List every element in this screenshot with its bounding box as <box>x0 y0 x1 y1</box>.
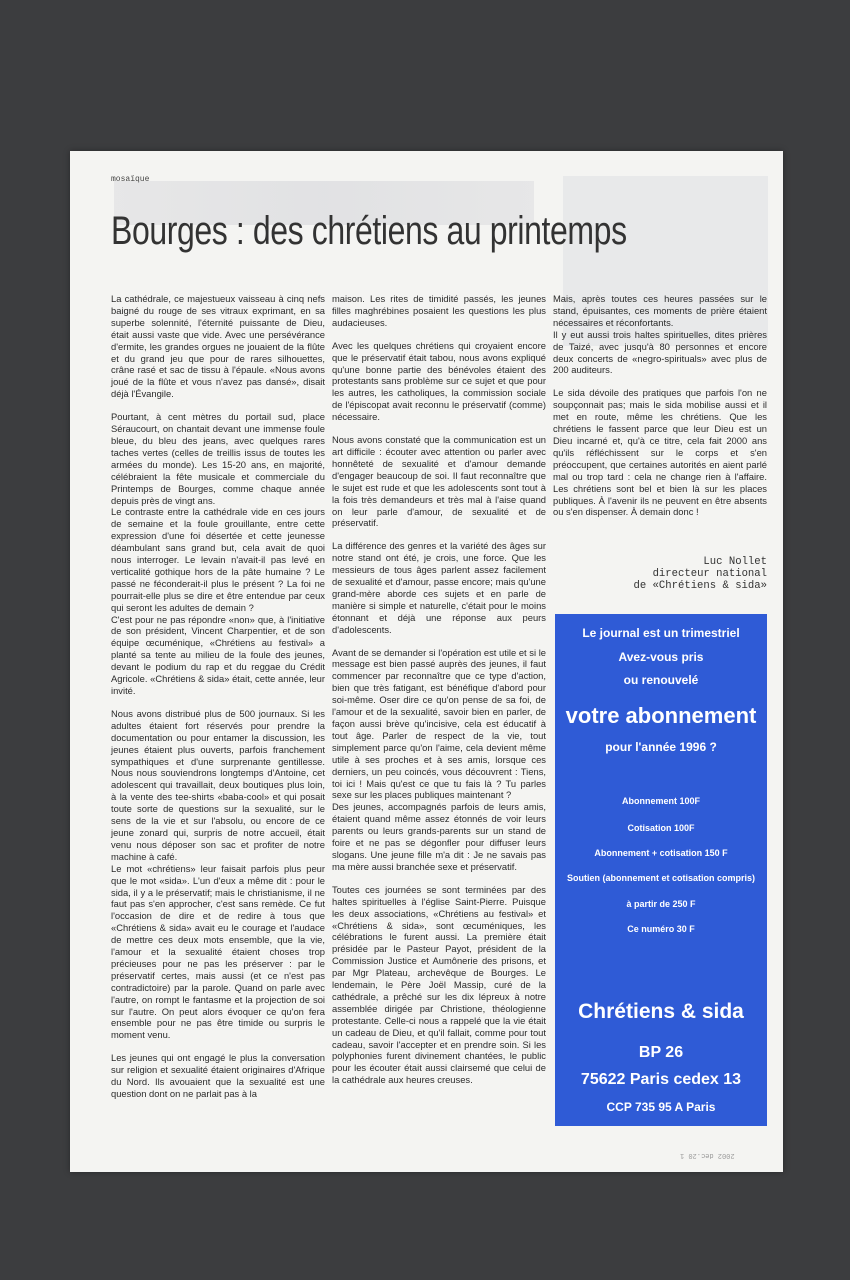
article-column-2 <box>332 293 546 1097</box>
footer-code: 2002 dec.20 1 <box>680 1151 735 1159</box>
ad-po-box: BP 26 <box>638 1044 684 1061</box>
paragraph: La cathédrale, ce majestueux vaisseau à cinq nefs baigné du rouge de ses vitraux exprimant, en sa superbe solennité, l'éternité puissante de Dieu, était aussi vaste que vide. Avec une persévérance d'ermite, les grandes orgues ne jouaient de la flûte et du grand jeu que pour de rares silhouettes, crâne rasé et sac de tissu à l'épaule. «Nous avons joué de la flûte et vous n'avez pas dansé», disait déjà l'Évangile. <box>111 293 325 400</box>
ad-price-line: Abonnement + cotisation 150 F <box>594 848 728 858</box>
ad-price-line: Abonnement 100F <box>621 796 700 806</box>
paragraph: Des jeunes, accompagnés parfois de leurs amis, étaient quand même assez étonnés de voir leurs parents ou leurs grands-parents sur un stand de foire et ne pas se dégonfler pour diffuser leurs slogans. Une jeune fille m'a dit : Je ne savais pas ma mère aussi branchée sexe et préservatif. <box>332 801 546 872</box>
paragraph: Le mot «chrétiens» leur faisait parfois plus peur que le mot «sida». L'un d'eux a même dit : pour le sida, il y a le préservatif; mais le christianisme, il ne faut pas s'en approcher, c'est sans remède. Ce fut l'occasion de dire et de redire à tous que «Chrétiens & sida» avait eu le courage et l'audace de mettre ces deux mots ensemble, que la vie, l'amour et la sexualité étaient choses trop précieuses pour ne pas les préserver : par le préservatif certes, mais aussi (et ce n'est pas contradictoire) par la parole. Quand on parle avec l'autre, on rompt le fantasme et la projection de soi sur l'autre. On peut alors évoquer ce qu'on fera ensemble pour ne pas être timide ou surpris le moment venu. <box>111 862 325 1041</box>
article-column-1 <box>111 293 325 1111</box>
subscription-ad <box>555 614 767 1126</box>
signature-role: directeur national <box>652 568 767 580</box>
ad-price-line: à partir de 250 F <box>626 899 696 909</box>
ad-org-name: Chrétiens & sida <box>578 1000 744 1023</box>
paragraph: Mais, après toutes ces heures passées sur le stand, épuisantes, ces moments de prière étaient nécessaires et réconfortants. <box>553 293 767 328</box>
signature-org: de «Chrétiens & sida» <box>633 580 767 592</box>
paragraph: Les jeunes qui ont engagé le plus la conversation sur religion et sexualité étaient originaires d'Afrique du Nord. Ils avouaient que la sexualité est une question dont on ne parlait pas à la <box>111 1052 325 1099</box>
ad-price-line: Ce numéro 30 F <box>627 924 695 934</box>
ad-price-line: Soutien (abonnement et cotisation compris) <box>566 873 755 883</box>
ad-ccp: CCP 735 95 A Paris <box>606 1100 716 1114</box>
paragraph: maison. Les rites de timidité passés, les jeunes filles maghrébines posaient les questions les plus audacieuses. <box>332 293 546 328</box>
ad-line-3: ou renouvelé <box>623 673 699 687</box>
paragraph: C'est pour ne pas répondre «non» que, à l'initiative de son président, Vincent Charpentier, et de son équipe œcuménique, «Chrétiens au festival» a planté sa tente au milieu de la foule des jeunes, devant le podium du rap et du reggae du Crédit Agricole. «Chrétiens & sida» était, cette année, leur invité. <box>111 613 325 696</box>
ad-line-2: Avez-vous pris <box>618 650 704 664</box>
paragraph: Nous avons distribué plus de 500 journaux. Si les adultes étaient fort réservés pour prendre la documentation ou pour entamer la discussion, les jeunes étaient plus ouverts, parfois franchement sympathiques et d'une surprenante gentillesse. Nous nous souviendrons longtemps d'Antoine, cet adolescent qui travaillait, deux boutiques plus loin, à la vente des tee-shirts «baba-cool» et qui posait toute sorte de questions sur la sexualité, sur le sens de la vie et sur l'absolu, ou encore de ce jeune zonard qui, surpris de notre accueil, était venu nous déposer son sac et profiter de notre machine à café. <box>111 707 325 862</box>
paragraph: Il y eut aussi trois haltes spirituelles, dites prières de Taizé, avec jusqu'à 80 personnes et encore deux concerts de «negro-spirituals» avec plus de 200 auditeurs. <box>553 328 767 376</box>
ad-line-1: Le journal est un trimestriel <box>582 626 740 640</box>
section-label: mosaïque <box>111 175 150 184</box>
newspaper-page <box>70 151 783 1172</box>
paragraph: Le sida dévoile des pratiques que parfois l'on ne soupçonnait pas; mais le sida mobilise aussi et il met en route, même les chrétiens. Que les chrétiens le fassent parce que leur Dieu est un Dieu incarné et, qu'à ce titre, cela fait 2000 ans qu'ils réfléchissent sur le corps et s'en préoccupent, que certaines autorités en aient parlé mal ou trop tard : cela ne change rien à l'affaire. Les chrétiens sont bel et bien là sur les places publiques. À l'avenir ils ne peuvent en être absents ou s'en dispenser. À demain donc ! <box>553 387 767 518</box>
ad-headline: votre abonnement <box>565 703 757 728</box>
paragraph: Nous avons constaté que la communication est un art difficile : écouter avec attention ou parler avec honnêteté de sexualité et d'amour demande d'engager beaucoup de soi. Il faut reconnaître que le sujet est rude et que les adolescents sont tout à la fois très demandeurs et très mal à l'aise quand on leur parle d'amour, de sexualité et de préservatif. <box>332 434 546 529</box>
paragraph: Pourtant, à cent mètres du portail sud, place Séraucourt, on chantait devant une immense foule bleue, du bleu des jeans, avec quelques rares taches vertes (celles de treillis issus de toutes les armées du monde). Les 15-20 ans, en majorité, célébraient la fête musicale et commerciale du Printemps de Bourges, comme chaque année depuis près de vingt ans. <box>111 411 325 506</box>
article-column-3 <box>553 293 767 529</box>
ad-year-line: pour l'année 1996 ? <box>605 740 717 754</box>
article-title: Bourges : des chrétiens au printemps <box>111 209 627 253</box>
ad-city: 75622 Paris cedex 13 <box>580 1071 742 1088</box>
paragraph: Avant de se demander si l'opération est utile et si le message est bien passé auprès des jeunes, il faut commencer par reconnaître que ce type d'action, bien que très fatigant, est bénéfique d'abord pour soi-même. Oser dire ce qu'on pense de sa foi, de l'amour et de la sexualité, savoir bien en parler, de façon aussi brève qu'incisive, cela est éducatif à tout âge. Parler de respect de la vie, tout simplement parce qu'on l'aime, cela devient même utile à ses proches et à ses amis, lorsque ces derniers, un peu coincés, vous découvrent : Tiens, toi ici ! Mais qu'est ce que tu fais là ? Tu parles sexe sur les places publiques maintenant ? <box>332 646 546 801</box>
signature <box>553 556 767 592</box>
paragraph: Le contraste entre la cathédrale vide en ces jours de semaine et la foule grouillante, entre cette expression d'une foi désertée et cette jeunesse déambulant sans grand but, cela avait de quoi nous interroger. Le levain n'avait-il pas levé en verticalité gothique hors de la pâte humaine ? Le passé ne féconderait-il plus le présent ? La foi ne pourrait-elle plus se dire et être entendue par ceux qui seront les adultes de demain ? <box>111 506 325 613</box>
signature-name: Luc Nollet <box>703 556 767 568</box>
paragraph: Toutes ces journées se sont terminées par des haltes spirituelles à l'église Saint-Pierre. Puisque les deux associations, «Chrétiens au festival» et «Chrétiens & sida», sont œcuméniques, les célébrations le furent aussi. La première était présidée par le Pasteur Payot, président de la Commission Justice et Aumônerie des prisons, et par Mgr Plateau, archevêque de Bourges. Le lendemain, le Père Joël Massip, curé de la cathédrale, a prêché sur les dix lépreux à notre assemblée dirigée par Christione, théologienne protestante. Celle-ci nous a rappelé que la vie était un cadeau de Dieu, et qu'il fallait, comme pour tout cadeau, savoir l'accepter et en prendre soin. Si les polyphonies furent divinement chantées, le public pour les écouter était aussi clairsemé que celui de la cathédrale aux heures creuses. <box>332 883 546 1086</box>
ad-price-line: Cotisation 100F <box>627 823 695 833</box>
paragraph: Avec les quelques chrétiens qui croyaient encore que le préservatif était tabou, nous avons expliqué qu'une bonne partie des bénévoles étaient des protestants sans problème sur ce sujet et que pour les autres, les catholiques, la commission sociale de l'épiscopat avait reconnu le préservatif (comme) nécessaire. <box>332 339 546 423</box>
paragraph: La différence des genres et la variété des âges sur notre stand ont été, je crois, une force. Que les messieurs de tous âges parlent assez facilement de sexualité et d'amour, passe encore; mais qu'une grand-mère aborde ces sujets et en parle de manière si simple et naturelle, c'était pour le moins étonnant et déjà une réponse aux peurs d'adolescents. <box>332 540 546 635</box>
